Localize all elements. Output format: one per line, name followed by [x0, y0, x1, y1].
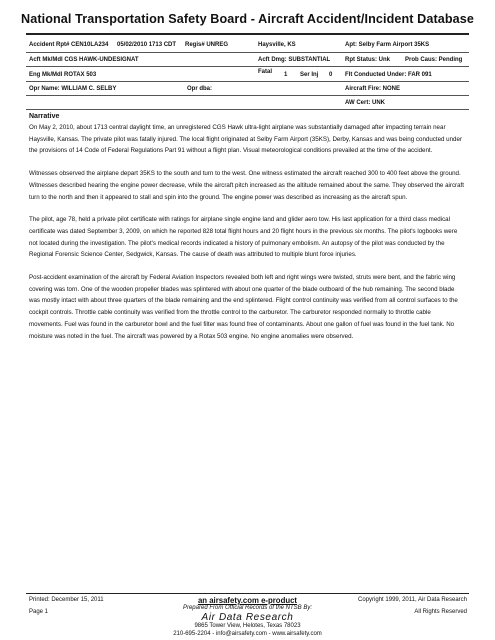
- operator-name: Opr Name: WILLIAM C. SELBY: [29, 86, 117, 92]
- narrative-heading: Narrative: [29, 113, 60, 120]
- narrative-paragraph-3: The pilot, age 78, held a private pilot certificate with ratings for airplane single engine land and glider aero tow. His last application for a third class medical certificate was dated September 3, 2009, on which he reported 828 total flight hours and 20 flight hours in the previous six months. The pilot's logbooks were not located during the investigation. The pilot's medical records indicated a history of pulmonary embolism. An autopsy of the pilot was conducted by the Regional Forensic Science Center, Sedgwick, Kansas. The cause of death was attributed to multiple blunt force injuries.: [29, 216, 458, 259]
- narrative-paragraph-4: Post-accident examination of the aircraft by Federal Aviation Inspectors revealed both left and right wings were twisted, struts were bent, and the fabric wing covering was torn. One of the wooden propeller blades was splintered with about one quarter of the blade outboard of the hub remaining. The second blade was mostly intact with about three quarters of the blade remaining and the end splintered. Flight control continuity was verified from all control surfaces to the cockpit controls. Throttle cable continuity was verified from the throttle control to the carburetor. The carburetor responded normally to throttle cable movements. Fuel was found in the carburetor bowl and the fuel filter was found free of contaminants. About one gallon of fuel was found in the fuel tank. No moisture was noted in the fuel. The aircraft was powered by a Rotax 503 engine. No engine anomalies were observed.: [29, 274, 458, 340]
- aircraft-make-model: Acft Mk/Mdl CGS HAWK-UNDESIGNAT: [29, 57, 139, 63]
- field-divider: [26, 81, 469, 82]
- flight-conducted-under: Flt Conducted Under: FAR 091: [345, 72, 432, 78]
- title-rule: [26, 33, 469, 35]
- accident-location: Haysville, KS: [258, 42, 296, 48]
- narrative-section: [29, 122, 466, 342]
- airworthiness-cert: AW Cert: UNK: [345, 100, 385, 106]
- brand-name: Air Data Research: [201, 612, 294, 623]
- page-number: Page 1: [29, 609, 49, 615]
- accident-date-time: 05/02/2010 1713 CDT: [117, 42, 177, 48]
- aircraft-damage: Acft Dmg: SUBSTANTIAL: [258, 57, 331, 63]
- field-divider: [26, 66, 469, 67]
- serious-injury-count: 0: [329, 72, 333, 78]
- narrative-paragraph-2: Witnesses observed the airplane depart 35KS to the south and turn to the west. One witness estimated the aircraft reached 300 to 400 feet above the ground. Witnesses described hearing the engine power decrease, while the aircraft pitch increased as the altitude remained about the same. They observed the aircraft turn to the north and then it appeared to stall and spin into the ground. The engine power was described as increasing as the aircraft spun.: [29, 170, 464, 201]
- prepared-by: Prepared From Official Records of the NTSB By:: [182, 605, 313, 611]
- fatal-count: 1: [284, 72, 288, 78]
- engine-make-model: Eng Mk/Mdl ROTAX 503: [29, 72, 97, 78]
- printed-date: Printed: December 15, 2011: [29, 597, 104, 603]
- narrative-paragraph-1: On May 2, 2010, about 1713 central daylight time, an unregistered CGS Hawk ultra-light airplane was substantially damaged after impacting terrain near Haysville, Kansas. The private pilot was fatally injured. The local flight originated at Selby Farm Airport (35KS), Derby, Kansas and was being conducted under the provisions of 14 Code of Federal Regulations Part 91 without a flight plan. Visual meteorological conditions prevailed at the time of the accident.: [29, 124, 463, 155]
- field-divider: [26, 109, 469, 110]
- product-link[interactable]: an airsafety.com e-product: [197, 596, 298, 605]
- contact-info: 210-695-2204 - info@airsafety.com - www.airsafety.com: [173, 631, 322, 637]
- probable-cause: Prob Caus: Pending: [405, 57, 463, 63]
- rights-reserved: All Rights Reserved: [414, 609, 467, 615]
- aircraft-fire: Aircraft Fire: NONE: [345, 86, 401, 92]
- field-divider: [26, 52, 469, 53]
- page-title: National Transportation Safety Board - Aircraft Accident/Incident Database: [21, 12, 474, 26]
- accident-report-number: Accident Rpt# CEN10LA234: [29, 42, 109, 48]
- registration-number: Regis# UNREG: [185, 42, 229, 48]
- serious-injury-label: Ser Inj: [300, 72, 319, 78]
- operator-dba: Opr dba:: [187, 86, 212, 92]
- fatal-label: Fatal: [258, 69, 273, 75]
- copyright: Copyright 1999, 2011, Air Data Research: [358, 597, 467, 603]
- airport: Apt: Selby Farm Airport 35KS: [345, 42, 430, 48]
- report-status: Rpt Status: Unk: [345, 57, 390, 63]
- address: 9865 Tower View, Helotes, Texas 78023: [194, 623, 301, 629]
- field-divider: [26, 95, 469, 96]
- footer-rule: [26, 593, 469, 594]
